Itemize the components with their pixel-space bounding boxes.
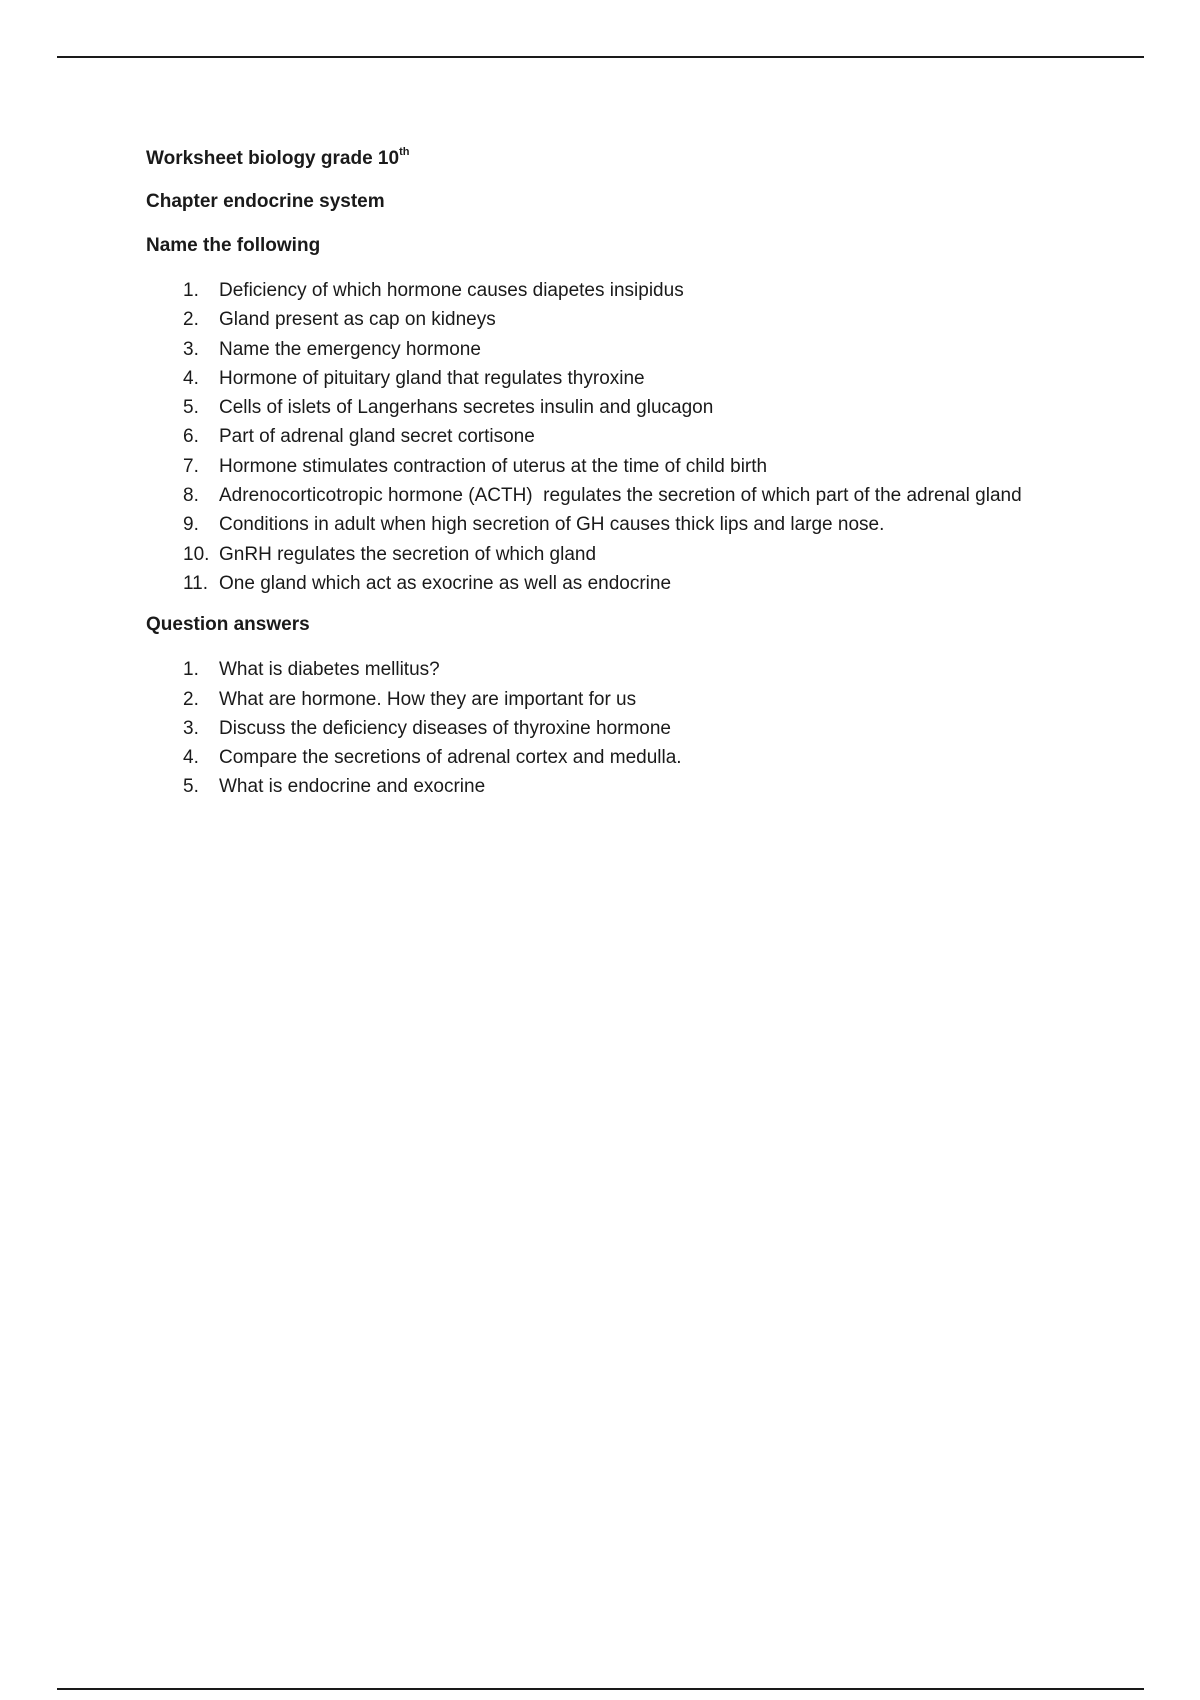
item-number: 8.: [183, 485, 199, 507]
list-item: [146, 743, 1146, 772]
section-heading-question-answers: Question answers: [146, 614, 310, 636]
list-item: [146, 276, 1146, 305]
item-number: 7.: [183, 455, 199, 477]
list-item: [146, 540, 1146, 569]
item-number: 10.: [183, 543, 210, 565]
item-number: 5.: [183, 397, 199, 419]
list-item: [146, 393, 1146, 422]
item-text: One gland which act as exocrine as well as endocrine: [219, 572, 672, 594]
item-number: 4.: [183, 367, 199, 389]
list-item: [146, 481, 1146, 510]
item-number: 3.: [183, 338, 199, 360]
item-text: What is diabetes mellitus?: [219, 659, 440, 681]
item-text: Gland present as cap on kidneys: [219, 309, 496, 331]
item-text: Adrenocorticotropic hormone (ACTH) regulates the secretion of which part of the adrenal gland: [219, 485, 1022, 507]
section-heading-name-the-following: Name the following: [146, 235, 321, 256]
item-text: Hormone of pituitary gland that regulates thyroxine: [219, 367, 645, 389]
item-number: 9.: [183, 514, 199, 536]
item-number: 1.: [183, 280, 199, 301]
title-superscript: th: [399, 145, 410, 158]
item-text: Deficiency of which hormone causes diapetes insipidus: [219, 280, 684, 301]
item-text: Part of adrenal gland secret cortisone: [219, 426, 535, 448]
list-item: [146, 364, 1146, 393]
item-text: Conditions in adult when high secretion of GH causes thick lips and large nose.: [219, 514, 885, 536]
item-number: 3.: [183, 717, 199, 739]
item-number: 2.: [183, 309, 199, 331]
list-item: [146, 569, 1146, 598]
list-item: [146, 422, 1146, 451]
item-number: 5.: [183, 776, 199, 798]
item-text: What is endocrine and exocrine: [219, 776, 486, 798]
item-text: Name the emergency hormone: [219, 338, 481, 360]
list-item: [146, 685, 1146, 714]
list-item: [146, 655, 1146, 684]
list-item: [146, 714, 1146, 743]
worksheet-title: Worksheet biology grade 10th: [146, 145, 410, 169]
name-the-following-list: [146, 276, 1146, 598]
list-item: [146, 772, 1146, 801]
item-number: 6.: [183, 426, 199, 448]
item-text: Discuss the deficiency diseases of thyroxine hormone: [219, 717, 672, 739]
item-number: 11.: [183, 572, 209, 594]
footer-rule: [57, 1688, 1144, 1690]
list-item: [146, 510, 1146, 539]
list-item: [146, 452, 1146, 481]
item-text: GnRH regulates the secretion of which gland: [219, 543, 597, 565]
list-item: [146, 335, 1146, 364]
worksheet-body: [146, 140, 1146, 802]
header-rule: [57, 56, 1144, 58]
item-number: 4.: [183, 747, 199, 769]
chapter-heading: Chapter endocrine system: [146, 191, 385, 212]
item-text: Compare the secretions of adrenal cortex and medulla.: [219, 747, 682, 769]
item-text: What are hormone. How they are important for us: [219, 688, 637, 710]
item-number: 1.: [183, 659, 199, 681]
question-answers-list: [146, 655, 1146, 801]
list-item: [146, 305, 1146, 334]
item-number: 2.: [183, 688, 199, 710]
item-text: Hormone stimulates contraction of uterus at the time of child birth: [219, 455, 768, 477]
item-text: Cells of islets of Langerhans secretes insulin and glucagon: [219, 397, 714, 419]
